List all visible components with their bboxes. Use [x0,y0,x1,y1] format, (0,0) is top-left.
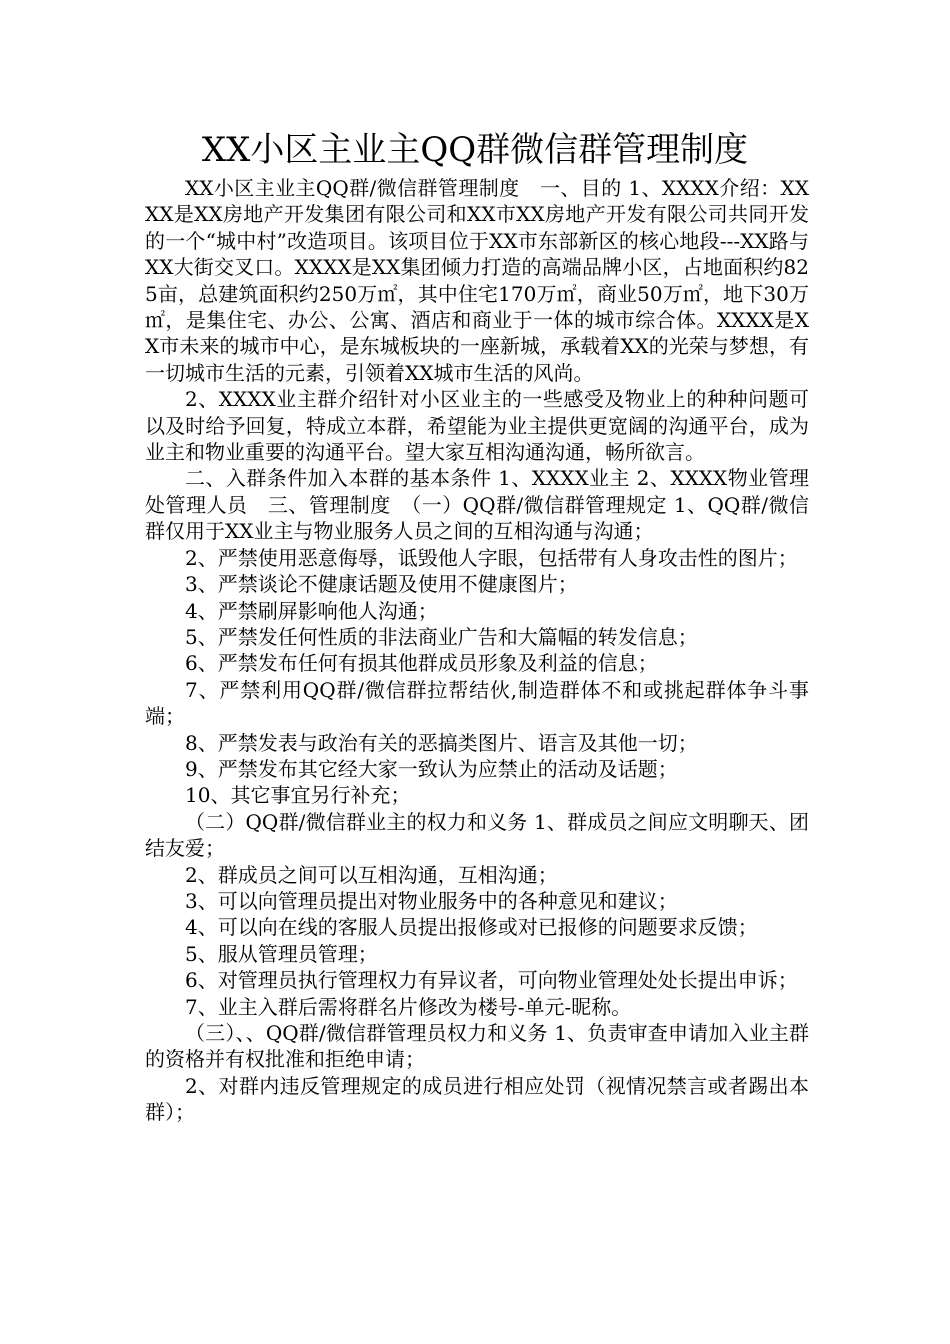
member-right-6: 6、对管理员执行管理权力有异议者，可向物业管理处处长提出申诉； [185,968,798,993]
member-right-3: 3、可以向管理员提出对物业服务中的各种意见和建议； [185,888,678,913]
member-rights-heading: （二）QQ群/微信群业主的权力和义务 1、群成员之间应文明聊天、团结友爱； [145,809,809,861]
document-title: XX小区主业主QQ群微信群管理制度 [201,130,749,170]
member-right-4: 4、可以向在线的客服人员提出报修或对已报修的问题要求反馈； [185,915,758,940]
member-right-2: 2、群成员之间可以互相沟通，互相沟通； [185,862,558,887]
rule-item-9: 9、严禁发布其它经大家一致认为应禁止的活动及话题； [185,756,678,781]
paragraph-group-intro: 2、XXXX业主群介绍针对小区业主的一些感受及物业上的种种问题可以及时给予回复，特成立本群，希望能为业主提供更宽阔的沟通平台，成为业主和物业重要的沟通平台。望大家互相沟通沟通，畅所欲言。 [145,387,809,465]
rule-item-8: 8、严禁发表与政治有关的恶搞类图片、语言及其他一切； [185,730,698,755]
rule-item-7: 7、严禁利用QQ群/微信群拉帮结伙,制造群体不和或挑起群体争斗事端； [145,677,809,729]
admin-right-2: 2、对群内违反管理规定的成员进行相应处罚（视情况禁言或者踢出本群）； [145,1073,809,1125]
paragraph-entry-conditions: 二、入群条件加入本群的基本条件 1、XXXX业主 2、XXXX物业管理处管理人员 三、管理制度 （一）QQ群/微信群管理规定 1、QQ群/微信群仅用于XX业主与物业服务人员之间的互相沟通与沟通； [145,466,809,544]
rule-item-10: 10、其它事宜另行补充； [185,783,411,808]
rule-item-4: 4、严禁刷屏影响他人沟通； [185,598,438,623]
document-body [145,175,809,1126]
admin-rights-heading: （三）、、QQ群/微信群管理员权力和义务 1、负责审查申请加入业主群的资格并有权批准和拒绝申请； [145,1021,809,1072]
rule-item-5: 5、严禁发任何性质的非法商业广告和大篇幅的转发信息； [185,624,698,649]
rule-item-3: 3、严禁谈论不健康话题及使用不健康图片； [185,572,578,597]
member-right-5: 5、服从管理员管理； [185,941,378,966]
rule-item-2: 2、严禁使用恶意侮辱，诋毁他人字眼，包括带有人身攻击性的图片； [185,545,798,570]
rule-item-6: 6、严禁发布任何有损其他群成员形象及利益的信息； [185,651,658,676]
paragraph-intro: XX小区主业主QQ群/微信群管理制度 一、目的 1、XXXX介绍：XXXX是XX房地产开发集团有限公司和XX市XX房地产开发有限公司共同开发的一个“城中村”改造项目。该项目位于XX市东部新区的核心地段---XX路与XX大街交叉口。XXXX是XX集团倾力打造的高端品牌小区，占地面积约825亩，总建筑面积约250万㎡，其中住宅170万㎡，商业50万㎡，地下30万㎡，是集住宅、办公、公寓、酒店和商业于一体的城市综合体。XXXX是XX市未来的城市中心，是东城板块的一座新城，承载着XX的光荣与梦想，有一切城市生活的元素，引领着XX城市生活的风尚。 [145,176,809,385]
member-right-7: 7、业主入群后需将群名片修改为楼号-单元-昵称。 [185,994,632,1019]
